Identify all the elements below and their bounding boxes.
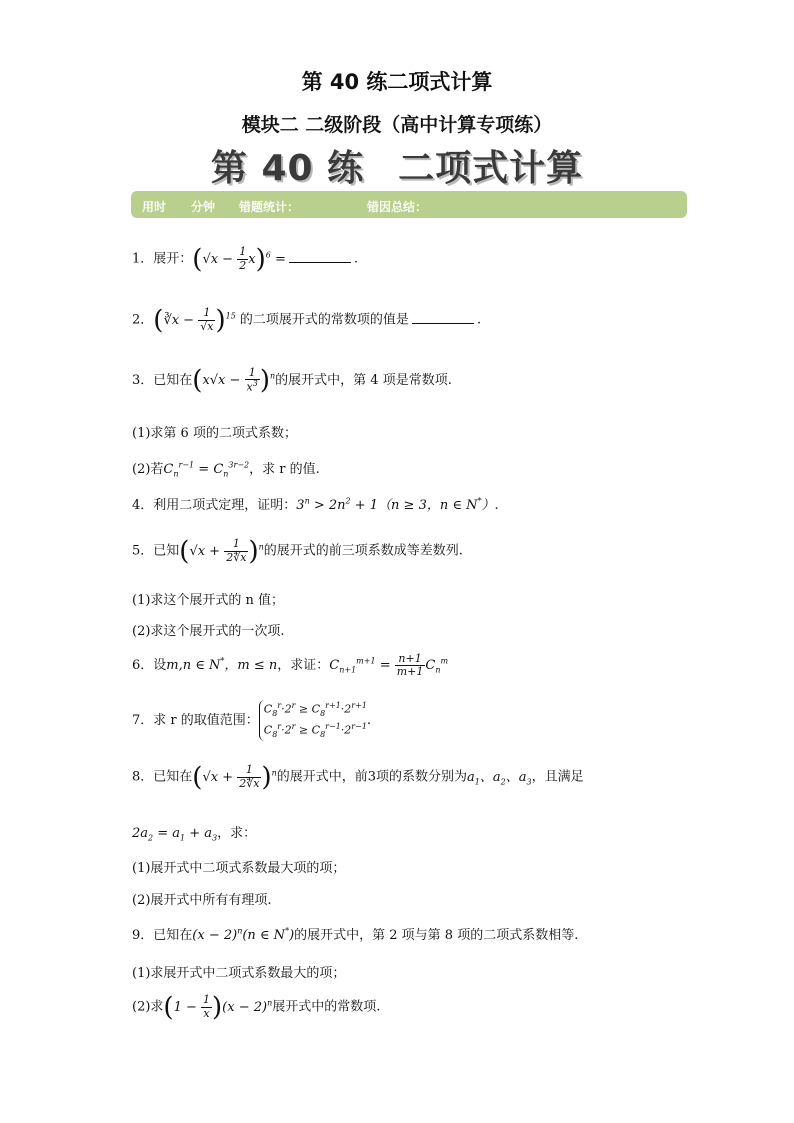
question-5: 5．已知(√x + $\frac{1}{2∜x}$ )$^n$的展开式的前三项系数成等差数列. xyxy=(132,536,463,566)
q3-prefix: 3．已知在 xyxy=(132,372,193,388)
q2-prefix: 2． xyxy=(132,312,154,328)
q3-text: 的展开式中，第 4 项是常数项. xyxy=(275,372,452,388)
q7-prefix: 7．求 r 的取值范围： xyxy=(132,713,259,729)
question-2: 2．(∛x − $\frac{1}{√x}$ )$^{15}$ 的二项展开式的常数项的值是 . xyxy=(132,305,482,335)
q4-text: 4．利用二项式定理，证明： xyxy=(132,498,297,513)
question-8-part-1: (1)展开式中二项式系数最大项的项； xyxy=(132,861,346,876)
q8-cont: ，求： xyxy=(217,826,257,841)
question-1: 1．展开：(√x − $\frac{1}{2}$ x)$^6$ = . xyxy=(132,244,358,274)
question-5-part-2: (2)求这个展开式的一次项. xyxy=(132,624,285,639)
stats-bar xyxy=(131,191,687,218)
q9-2-prefix: (2)求 xyxy=(132,999,164,1015)
question-4: 4．利用二项式定理，证明：$3^n > 2n^2 + 1(n \ge 3$，n ∈ N*）. xyxy=(132,496,499,513)
question-7: 7．求 r 的取值范围： $C_8^r\cdot 2^r \ge C_8^{r+1}\cdot 2^{r+1}$ $C_8^r\cdot 2^r \ge C_8^{r-1}\cdot 2^{r-1}$ . xyxy=(132,700,371,741)
banner-title xyxy=(0,140,794,191)
q5-prefix: 5．已知 xyxy=(132,543,180,559)
banner-part1: 第 40 练 xyxy=(210,148,365,189)
time-label: 用时 xyxy=(142,200,167,214)
page-title: 第 40 练二项式计算 xyxy=(301,70,493,94)
q3-2-suffix: ，求 r 的值. xyxy=(249,462,320,477)
question-3-part-1: (1)求第 6 项的二项式系数； xyxy=(132,426,297,441)
question-9-part-1: (1)求展开式中二项式系数最大的项； xyxy=(132,966,346,981)
question-5-part-1: (1)求这个展开式的 n 值； xyxy=(132,593,285,608)
q9-text: 的展开式中，第 2 项与第 8 项的二项式系数相等. xyxy=(294,928,579,943)
question-3-part-2: (2)若$C_n^{r-1} = C_n^{3r-2}$，求 r 的值. xyxy=(132,460,320,479)
question-9: 9．已知在$(x - 2)^n(n$ ∈ N*)的展开式中，第 2 项与第 8 项的二项式系数相等. xyxy=(132,926,579,943)
q3-2-prefix: (2)若 xyxy=(132,462,164,477)
question-3: 3．已知在(x√x − $\frac{1}{x^3}$ )$^n$的展开式中，第 4 项是常数项. xyxy=(132,365,452,396)
q6-prefix: 6．设 xyxy=(132,658,167,674)
q5-text: 的展开式的前三项系数成等差数列. xyxy=(263,543,463,559)
minutes-label: 分钟 xyxy=(191,200,216,214)
error-summary-label: 错因总结： xyxy=(367,200,428,214)
question-9-part-2: (2)求(1 − $\frac{1}{x}$ )$(x - 2)^n$展开式中的常数项. xyxy=(132,992,381,1022)
question-8: 8．已知在(√x + $\frac{1}{2∜x}$ )$^n$的展开式中，前3项的系数分别为$a_1$、$a_2$、$a_3$，且满足 xyxy=(132,762,584,792)
question-8-condition: $2a_2 = a_1 + a_3$，求： xyxy=(132,826,257,843)
question-6: 6．设m,n ∈ N*，m ≤ n，求证：$C_{n+1}^{m+1}$ = $\frac{n+1}{m+1}$ $C_n^m$ xyxy=(132,652,449,679)
q8-prefix: 8．已知在 xyxy=(132,769,193,785)
question-8-part-2: (2)展开式中所有有理项. xyxy=(132,893,272,908)
q9-2-suffix: 展开式中的常数项. xyxy=(272,999,381,1015)
q1-prefix: 1．展开： xyxy=(132,251,193,267)
module-subtitle: 模块二 二级阶段（高中计算专项练） xyxy=(241,114,553,136)
error-stats-label: 错题统计： xyxy=(239,200,300,214)
banner-part2: 二项式计算 xyxy=(398,148,584,189)
q2-text: 的二项展开式的常数项的值是 xyxy=(239,312,409,328)
q9-prefix: 9．已知在 xyxy=(132,928,193,943)
q8-text: 的展开式中，前3项的系数分别为 xyxy=(276,769,468,785)
q6-text: ，求证： xyxy=(277,658,330,674)
q8-tail: ，且满足 xyxy=(531,769,584,785)
